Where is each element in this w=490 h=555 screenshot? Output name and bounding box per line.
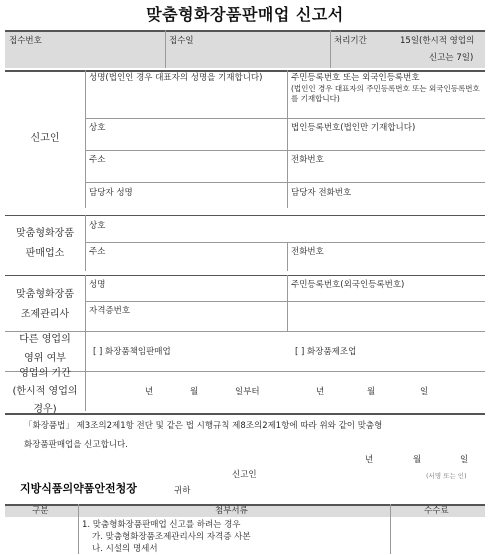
business-trade-name-label: 상호 bbox=[89, 221, 106, 231]
processing-period-label: 처리기간 bbox=[334, 36, 367, 46]
applicant-name-label: 성명(법인인 경우 대표자의 성명을 기재합니다) bbox=[89, 73, 263, 83]
declaration-text-line1: 「화장품법」 제3조의2제1항 전단 및 같은 법 시행규칙 제8조의2제1항에 따라 위와 같이 맞춤형 bbox=[24, 421, 383, 431]
declaration-month: 월 bbox=[413, 455, 422, 465]
business-phone-label: 전화번호 bbox=[291, 247, 324, 257]
declaration-day: 일 bbox=[460, 455, 469, 465]
signer-label: 신고인 bbox=[232, 470, 257, 480]
manager-phone-label: 담당자 전화번호 bbox=[291, 188, 352, 198]
applicant-resident-no-note: (법인인 경우 대표자의 주민등록번호 또는 외국인등록번호를 기재합니다) bbox=[291, 84, 480, 103]
processing-days-line1: 15일(한시적 영업의 bbox=[400, 36, 475, 46]
applicant-corp-reg-no-label: 법인등록번호(법인만 기재합니다) bbox=[291, 123, 416, 133]
recipient-suffix: 귀하 bbox=[174, 486, 191, 496]
period-year-2: 년 bbox=[316, 387, 325, 397]
period-year-1: 년 bbox=[145, 387, 154, 397]
recipient-authority: 지방식품의약품안전청장 bbox=[20, 482, 137, 495]
period-day-2: 일 bbox=[420, 387, 429, 397]
period-month-1: 월 bbox=[190, 387, 199, 397]
option-manufacturer-checkbox[interactable]: [ ] 화장품제조업 bbox=[295, 347, 357, 357]
business-section-label-line1: 맞춤형화장품 bbox=[16, 228, 74, 239]
pharmacist-resident-no-label: 주민등록번호(외국인등록번호) bbox=[291, 280, 405, 290]
period-label-line2: (한시적 영업의 bbox=[12, 386, 78, 397]
declaration-text-line2: 화장품판매업을 신고합니다. bbox=[24, 440, 128, 450]
manager-section-label-line1: 맞춤형화장품 bbox=[16, 289, 74, 300]
applicant-address-label: 주소 bbox=[89, 155, 106, 165]
applicant-section-label: 신고인 bbox=[30, 133, 60, 144]
pharmacist-name-label: 성명 bbox=[89, 280, 106, 290]
business-section-label-line2: 판매업소 bbox=[25, 248, 65, 259]
attachments-col-category: 구분 bbox=[32, 506, 49, 516]
receipt-date-label: 접수일 bbox=[169, 36, 194, 46]
business-address-label: 주소 bbox=[89, 247, 106, 257]
attachments-col-documents: 첨부서류 bbox=[215, 506, 248, 516]
sign-note: (서명 또는 인) bbox=[426, 472, 467, 480]
other-business-label-line2: 영위 여부 bbox=[24, 353, 66, 364]
processing-days-line2: 신고는 7일) bbox=[429, 53, 474, 63]
receipt-no-label: 접수번호 bbox=[9, 36, 42, 46]
manager-name-label: 담당자 성명 bbox=[89, 188, 133, 198]
attachment-item-1: 1. 맞춤형화장품판매업 신고를 하려는 경우 bbox=[82, 520, 241, 530]
applicant-resident-no-label: 주민등록번호 또는 외국인등록번호 bbox=[291, 73, 420, 83]
period-label-line1: 영업의 기간 bbox=[19, 368, 71, 379]
option-responsible-seller-checkbox[interactable]: [ ] 화장품책임판매업 bbox=[93, 347, 171, 357]
manager-section-label-line2: 조제관리사 bbox=[20, 309, 70, 320]
period-month-2: 월 bbox=[367, 387, 376, 397]
applicant-phone-label: 전화번호 bbox=[291, 155, 324, 165]
period-label-line3: 경우) bbox=[33, 404, 57, 415]
attachment-item-1b: 나. 시설의 명세서 bbox=[92, 544, 158, 554]
applicant-trade-name-label: 상호 bbox=[89, 123, 106, 133]
license-no-label: 자격증번호 bbox=[89, 306, 131, 316]
other-business-label-line1: 다른 영업의 bbox=[19, 334, 71, 345]
declaration-year: 년 bbox=[365, 455, 374, 465]
attachments-col-fee: 수수료 bbox=[424, 506, 449, 516]
period-day-from: 일부터 bbox=[235, 387, 260, 397]
form-title: 맞춤형화장품판매업 신고서 bbox=[146, 5, 344, 24]
attachment-item-1a: 가. 맞춤형화장품조제관리사의 자격증 사본 bbox=[92, 532, 251, 542]
